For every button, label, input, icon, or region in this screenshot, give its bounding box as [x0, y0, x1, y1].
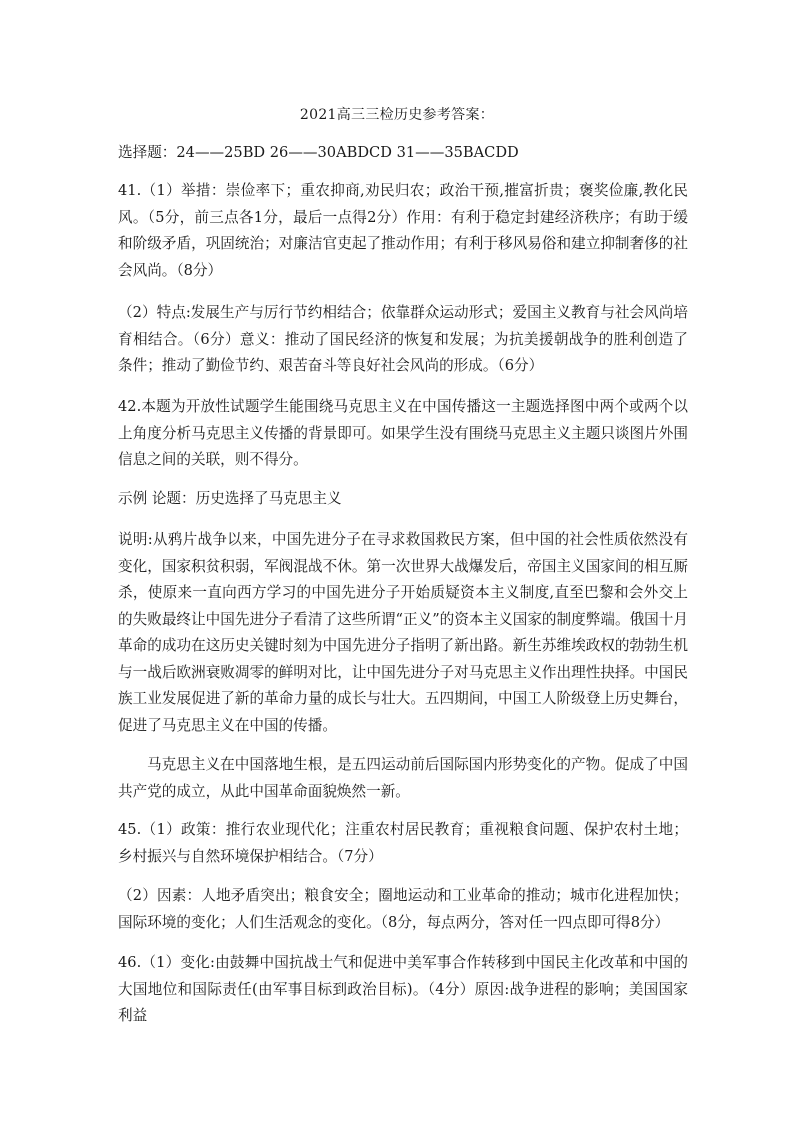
example-heading	[118, 486, 688, 513]
answer-41-part1-text: 41.（1）举措：崇俭率下；重农抑商,劝民归农；政治干预,摧富折贵；褒奖俭廉,教化民风。（5分，前三点各1分，最后一点得2分）作用：有利于稳定封建经济秩序；有助于缓和阶级矛盾，巩固统治；对廉洁官吏起了推动作用；有利于移风易俗和建立抑制奢侈的社会风尚。（8分）	[118, 182, 688, 279]
answer-45-part1-text: 45.（1）政策：推行农业现代化；注重农村居民教育；重视粮食问题、保护农村土地；乡村振兴与自然环境保护相结合。（7分）	[118, 821, 688, 865]
conclusion	[118, 752, 688, 805]
answer-46-part1-text: 46.（1）变化:由鼓舞中国抗战士气和促进中美军事合作转移到中国民主化改革和中国的大国地位和国际责任(由军事目标到政治目标)。（4分）原因:战争进程的影响；美国国家利益	[118, 954, 688, 1024]
answer-41-part2-text: （2）特点:发展生产与厉行节约相结合；依靠群众运动形式；爱国主义教育与社会风尚培育相结合。（6分）意义：推动了国民经济的恢复和发展；为抗美援朝战争的胜利创造了条件；推动了勤俭节约、艰苦奋斗等良好社会风尚的形成。（6分）	[118, 304, 688, 374]
answer-45-part2-text: （2）因素：人地矛盾突出；粮食安全；圈地运动和工业革命的推动；城市化进程加快；国际环境的变化；人们生活观念的变化。（8分，每点两分，答对任一四点即可得8分）	[118, 887, 688, 931]
choice-answers	[118, 140, 688, 167]
answer-42-text: 42.本题为开放性试题学生能围绕马克思主义在中国传播这一主题选择图中两个或两个以上角度分析马克思主义传播的背景即可。如果学生没有围绕马克思主义主题只谈图片外围信息之间的关联，则不得分。	[118, 398, 688, 468]
explanation-text: 说明:从鸦片战争以来，中国先进分子在寻求救国救民方案，但中国的社会性质依然没有变化，国家积贫积弱，军阀混战不休。第一次世界大战爆发后，帝国主义国家间的相互厮杀，使原来一直向西方学习的中国先进分子开始质疑资本主义制度,直至巴黎和会外交上的失败最终让中国先进分子看清了这些所谓“正义”的资本主义国家的制度弊端。俄国十月革命的成功在这历史关键时刻为中国先进分子指明了新出路。新生苏维埃政权的勃勃生机与一战后欧洲衰败凋零的鲜明对比，让中国先进分子对马克思主义作出理性抉择。中国民族工业发展促进了新的革命力量的成长与壮大。五四期间，中国工人阶级登上历史舞台，促进了马克思主义在中国的传播。	[118, 531, 688, 734]
answer-41-part1	[118, 178, 688, 284]
answer-46-part1	[118, 950, 688, 1030]
example-heading-text: 示例 论题：历史选择了马克思主义	[118, 490, 342, 507]
conclusion-text: 马克思主义在中国落地生根，是五四运动前后国际国内形势变化的产物。促成了中国共产党的成立，从此中国革命面貌焕然一新。	[118, 756, 688, 800]
choice-answers-text: 选择题：24——25BD 26——30ABDCD 31——35BACDD	[118, 144, 519, 161]
document-title: 2021高三三检历史参考答案：	[299, 107, 495, 123]
answer-45-part2	[118, 883, 688, 936]
explanation	[118, 527, 688, 739]
answer-42	[118, 394, 688, 474]
answer-45-part1	[118, 817, 688, 870]
answer-41-part2	[118, 300, 688, 380]
